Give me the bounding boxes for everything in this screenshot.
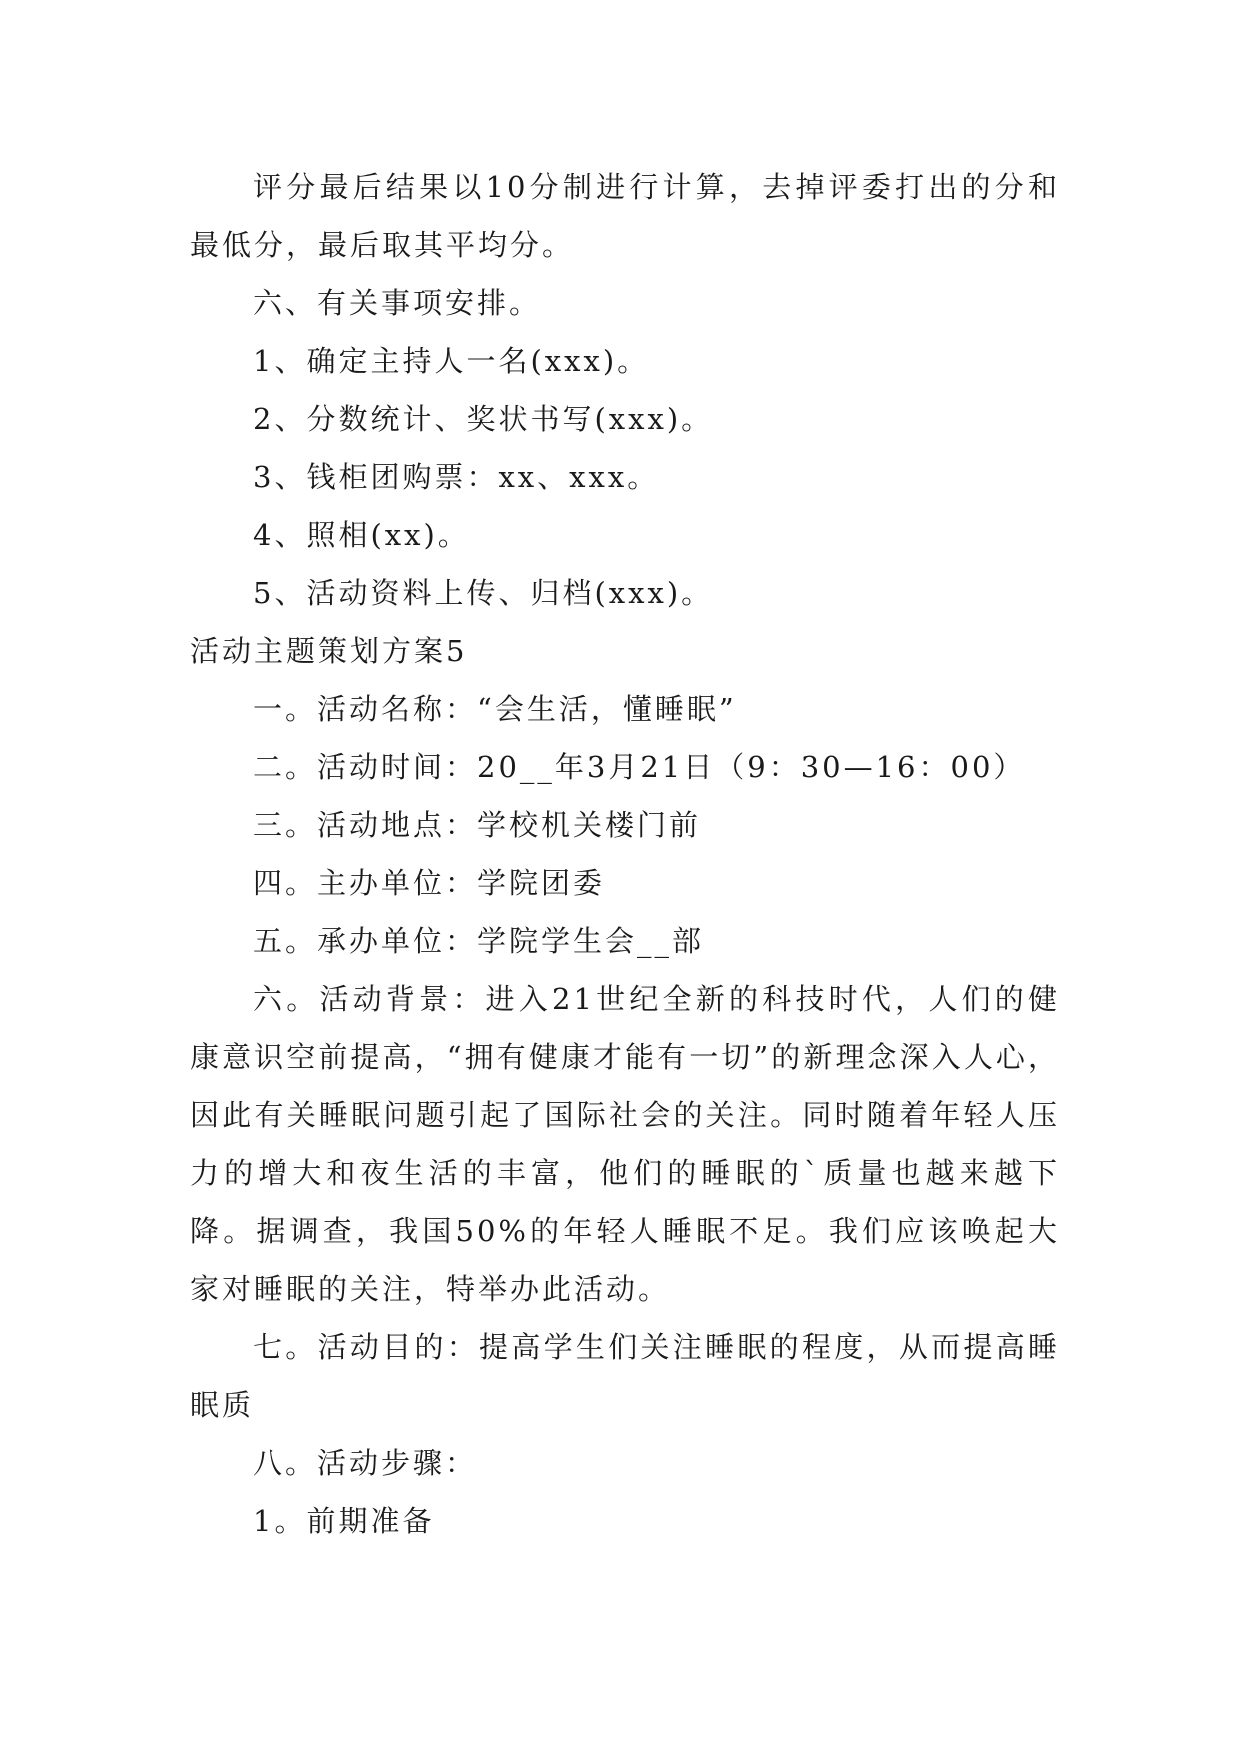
- list-item-host: 1、确定主持人一名(xxx)。: [253, 344, 650, 378]
- item-organizer: 四。主办单位：学院团委: [253, 866, 606, 900]
- item-activity-location: 三。活动地点：学校机关楼门前: [253, 808, 702, 842]
- plan-title: 活动主题策划方案5: [190, 634, 468, 668]
- item-co-organizer: 五。承办单位：学院学生会__部: [253, 924, 705, 958]
- paragraph-purpose: 七。活动目的：提高学生们关注睡眠的程度，从而提高睡眠质: [190, 1330, 1060, 1422]
- item-activity-steps: 八。活动步骤：: [253, 1446, 478, 1480]
- list-item-photos: 4、照相(xx)。: [253, 518, 470, 552]
- list-item-tickets: 3、钱柜团购票：xx、xxx。: [253, 460, 660, 494]
- section-heading-arrangements: 六、有关事项安排。: [253, 286, 542, 320]
- paragraph-scoring-rule: 评分最后结果以10分制进行计算，去掉评委打出的分和最低分，最后取其平均分。: [190, 170, 1060, 262]
- paragraph-background: 六。活动背景：进入21世纪全新的科技时代，人们的健康意识空前提高，“拥有健康才能有一切”的新理念深入人心，因此有关睡眠问题引起了国际社会的关注。同时随着年轻人压力的增大和夜生活的丰富，他们的睡眠的`质量也越来越下降。据调查，我国50%的年轻人睡眠不足。我们应该唤起大家对睡眠的关注，特举办此活动。: [190, 982, 1060, 1306]
- item-activity-time: 二。活动时间：20__年3月21日（9：30—16：00）: [253, 750, 1026, 784]
- item-preparation: 1。前期准备: [253, 1504, 435, 1538]
- list-item-scores: 2、分数统计、奖状书写(xxx)。: [253, 402, 714, 436]
- list-item-archive: 5、活动资料上传、归档(xxx)。: [253, 576, 714, 610]
- item-activity-name: 一。活动名称：“会生活，懂睡眠”: [253, 692, 737, 726]
- document-body: [190, 158, 1060, 1550]
